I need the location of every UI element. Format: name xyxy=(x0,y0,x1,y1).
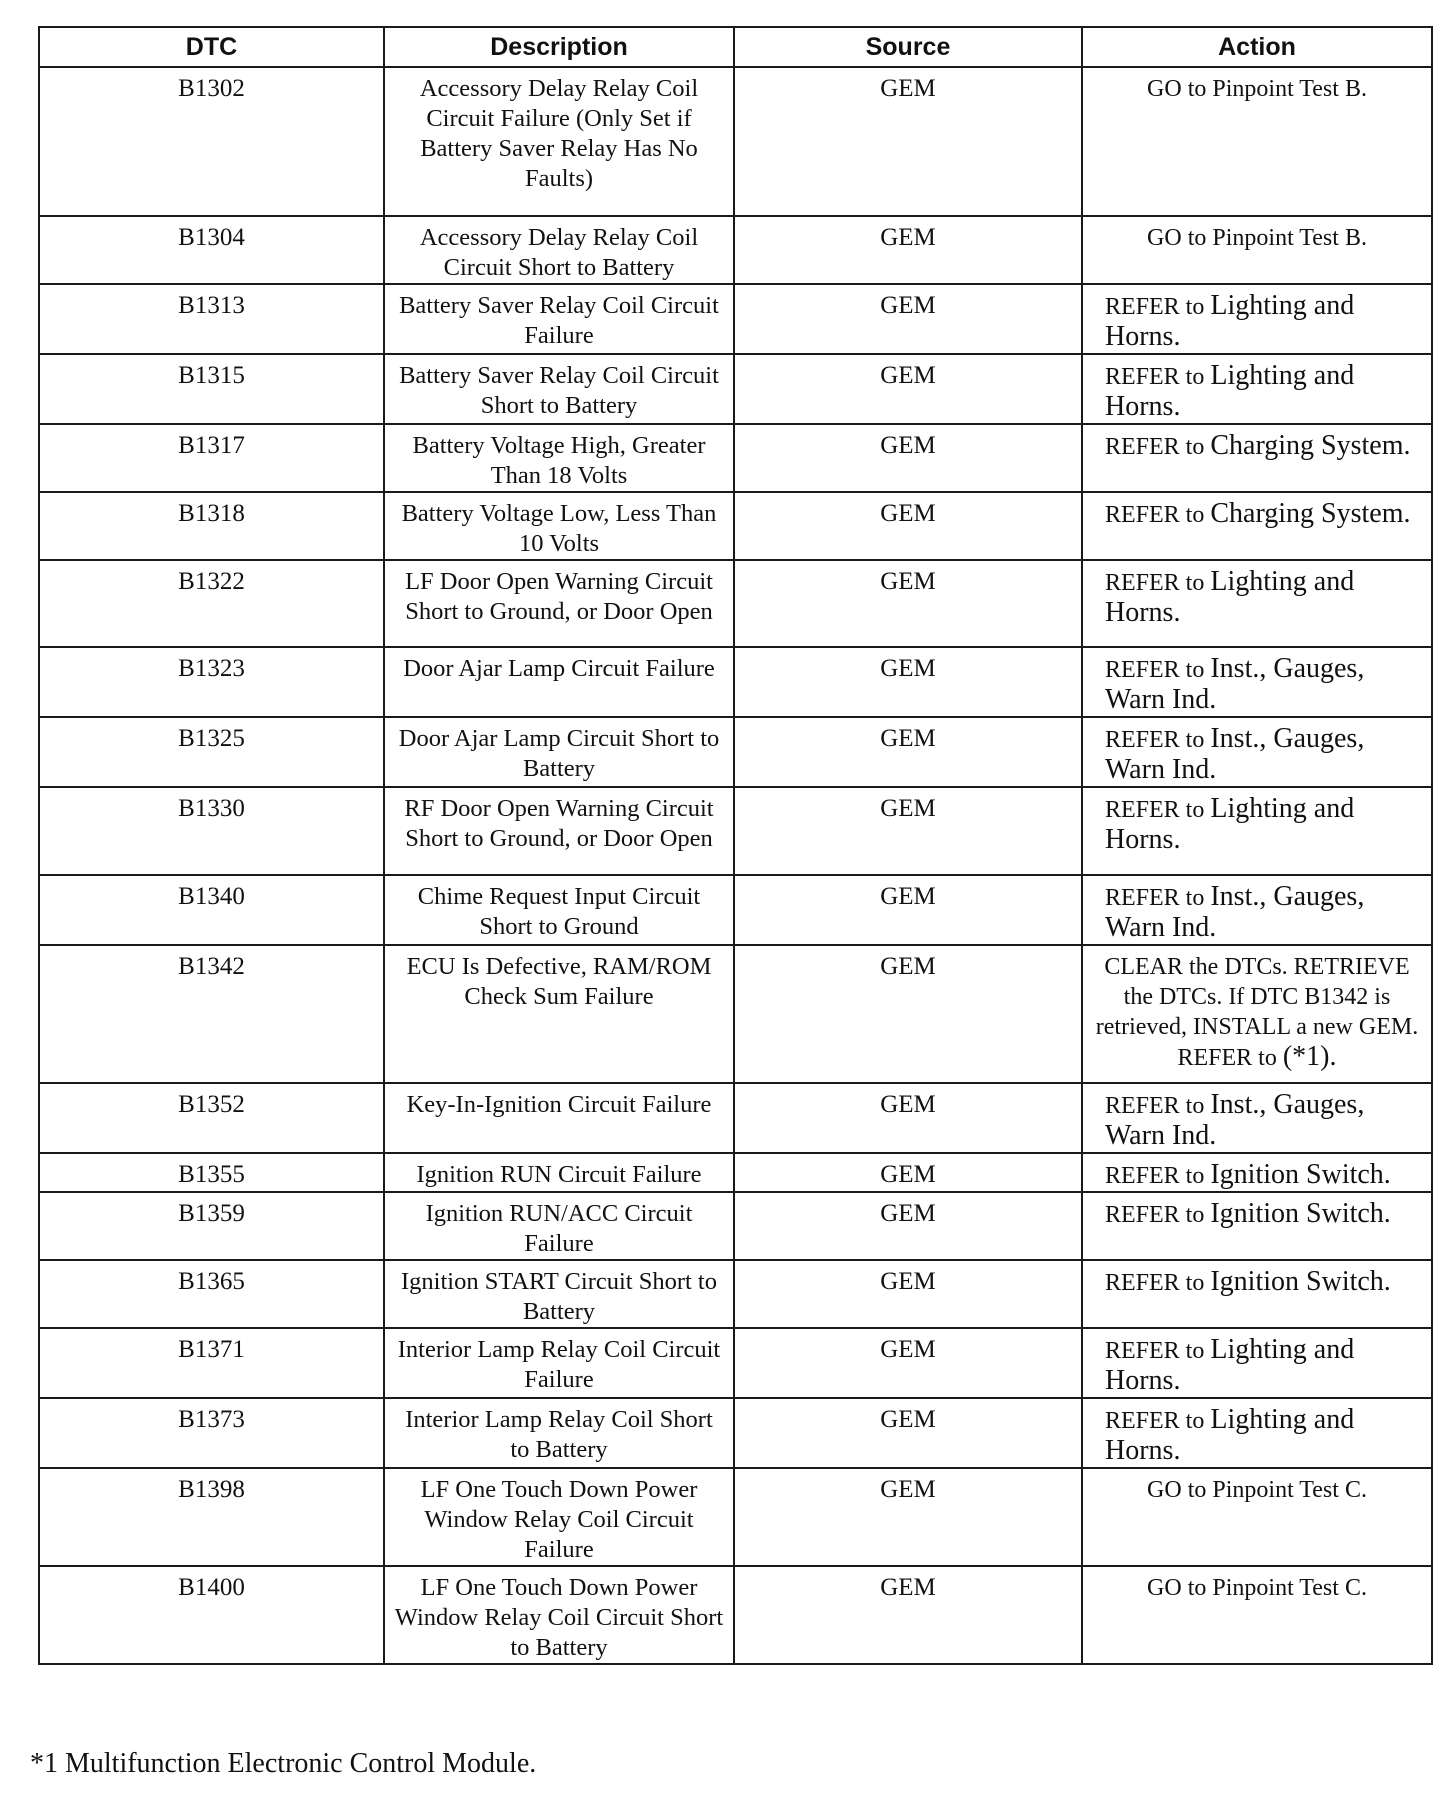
table-row xyxy=(39,1328,1432,1398)
dtc-action xyxy=(1082,1153,1432,1192)
dtc-code: B1355 xyxy=(39,1153,384,1192)
dtc-code: B1359 xyxy=(39,1192,384,1260)
dtc-code: B1373 xyxy=(39,1398,384,1468)
footnote: *1 Multifunction Electronic Control Module. xyxy=(30,1748,537,1779)
dtc-description: Battery Saver Relay Coil Circuit Failure xyxy=(384,284,734,354)
dtc-source: GEM xyxy=(734,945,1082,1083)
dtc-source: GEM xyxy=(734,875,1082,945)
action-refer-lead: REFER to xyxy=(1105,570,1205,596)
header-source: Source xyxy=(734,27,1082,67)
dtc-action xyxy=(1082,1083,1432,1153)
header-description: Description xyxy=(384,27,734,67)
dtc-action xyxy=(1082,945,1432,1083)
dtc-source: GEM xyxy=(734,787,1082,875)
dtc-code: B1304 xyxy=(39,216,384,284)
dtc-code: B1323 xyxy=(39,647,384,717)
dtc-description: RF Door Open Warning Circuit Short to Ground, or Door Open xyxy=(384,787,734,875)
action-refer-target: Lighting and Horns. xyxy=(1105,360,1355,422)
table-row xyxy=(39,492,1432,560)
dtc-code: B1313 xyxy=(39,284,384,354)
action-refer-target: Ignition Switch. xyxy=(1210,1159,1391,1190)
action-refer-target: Ignition Switch. xyxy=(1210,1198,1391,1229)
dtc-action: GO to Pinpoint Test C. xyxy=(1082,1468,1432,1566)
dtc-source: GEM xyxy=(734,284,1082,354)
dtc-action xyxy=(1082,1192,1432,1260)
dtc-action xyxy=(1082,875,1432,945)
dtc-code: B1322 xyxy=(39,560,384,647)
action-refer-target: Inst., Gauges, Warn Ind. xyxy=(1105,1089,1365,1151)
dtc-action: GO to Pinpoint Test B. xyxy=(1082,216,1432,284)
table-row xyxy=(39,647,1432,717)
action-refer-target: Inst., Gauges, Warn Ind. xyxy=(1105,881,1365,943)
action-refer-line xyxy=(1091,1042,1423,1073)
table-row xyxy=(39,216,1432,284)
action-refer-lead: REFER to xyxy=(1105,727,1205,753)
dtc-action xyxy=(1082,787,1432,875)
action-refer-lead: REFER to xyxy=(1105,657,1205,683)
table-row xyxy=(39,424,1432,492)
dtc-description: Battery Saver Relay Coil Circuit Short to Battery xyxy=(384,354,734,424)
action-refer-target: Lighting and Horns. xyxy=(1105,566,1355,628)
table-row xyxy=(39,1083,1432,1153)
dtc-action xyxy=(1082,424,1432,492)
table-row xyxy=(39,1566,1432,1664)
table-row xyxy=(39,875,1432,945)
action-refer-lead: REFER to xyxy=(1105,1338,1205,1364)
dtc-code: B1371 xyxy=(39,1328,384,1398)
table-row xyxy=(39,1398,1432,1468)
table-row xyxy=(39,945,1432,1083)
dtc-action xyxy=(1082,1398,1432,1468)
dtc-description: LF Door Open Warning Circuit Short to Ground, or Door Open xyxy=(384,560,734,647)
action-refer-target: Inst., Gauges, Warn Ind. xyxy=(1105,723,1365,785)
dtc-description: Chime Request Input Circuit Short to Ground xyxy=(384,875,734,945)
dtc-source: GEM xyxy=(734,1328,1082,1398)
action-refer-target: (*1). xyxy=(1282,1041,1337,1072)
action-refer-target: Charging System. xyxy=(1210,430,1411,461)
dtc-action: GO to Pinpoint Test B. xyxy=(1082,67,1432,216)
dtc-code: B1398 xyxy=(39,1468,384,1566)
action-refer-lead: REFER to xyxy=(1105,1163,1205,1189)
dtc-source: GEM xyxy=(734,1260,1082,1328)
action-refer-lead: REFER to xyxy=(1105,1270,1205,1296)
table-body xyxy=(39,67,1432,1664)
dtc-code: B1318 xyxy=(39,492,384,560)
dtc-code: B1352 xyxy=(39,1083,384,1153)
dtc-action xyxy=(1082,560,1432,647)
dtc-code: B1340 xyxy=(39,875,384,945)
table-row xyxy=(39,560,1432,647)
dtc-action xyxy=(1082,647,1432,717)
action-refer-lead: REFER to xyxy=(1105,1202,1205,1228)
dtc-code: B1325 xyxy=(39,717,384,787)
action-refer-target: Lighting and Horns. xyxy=(1105,1334,1355,1396)
header-dtc: DTC xyxy=(39,27,384,67)
dtc-source: GEM xyxy=(734,1566,1082,1664)
dtc-description: Ignition START Circuit Short to Battery xyxy=(384,1260,734,1328)
dtc-source: GEM xyxy=(734,67,1082,216)
dtc-source: GEM xyxy=(734,1153,1082,1192)
table-row xyxy=(39,1153,1432,1192)
dtc-description: Interior Lamp Relay Coil Circuit Failure xyxy=(384,1328,734,1398)
action-refer-target: Ignition Switch. xyxy=(1210,1266,1391,1297)
dtc-description: Door Ajar Lamp Circuit Short to Battery xyxy=(384,717,734,787)
dtc-source: GEM xyxy=(734,1468,1082,1566)
dtc-code: B1342 xyxy=(39,945,384,1083)
dtc-source: GEM xyxy=(734,354,1082,424)
table-header-row xyxy=(39,27,1432,67)
action-refer-target: Lighting and Horns. xyxy=(1105,290,1355,352)
dtc-source: GEM xyxy=(734,647,1082,717)
action-refer-target: Inst., Gauges, Warn Ind. xyxy=(1105,653,1365,715)
dtc-source: GEM xyxy=(734,216,1082,284)
action-refer-target: Lighting and Horns. xyxy=(1105,793,1355,855)
dtc-code: B1400 xyxy=(39,1566,384,1664)
dtc-description: Interior Lamp Relay Coil Short to Battery xyxy=(384,1398,734,1468)
dtc-description: LF One Touch Down Power Window Relay Coil Circuit Short to Battery xyxy=(384,1566,734,1664)
dtc-action xyxy=(1082,492,1432,560)
dtc-table xyxy=(38,26,1433,1665)
dtc-code: B1302 xyxy=(39,67,384,216)
dtc-description: Battery Voltage High, Greater Than 18 Volts xyxy=(384,424,734,492)
dtc-description: Door Ajar Lamp Circuit Failure xyxy=(384,647,734,717)
action-refer-target: Charging System. xyxy=(1210,498,1411,529)
dtc-description: Ignition RUN Circuit Failure xyxy=(384,1153,734,1192)
dtc-action xyxy=(1082,1328,1432,1398)
dtc-description: Key-In-Ignition Circuit Failure xyxy=(384,1083,734,1153)
action-refer-lead: REFER to xyxy=(1105,797,1205,823)
action-refer-target: Lighting and Horns. xyxy=(1105,1404,1355,1466)
dtc-source: GEM xyxy=(734,1192,1082,1260)
dtc-description: ECU Is Defective, RAM/ROM Check Sum Failure xyxy=(384,945,734,1083)
dtc-code: B1317 xyxy=(39,424,384,492)
dtc-code: B1315 xyxy=(39,354,384,424)
table-row xyxy=(39,67,1432,216)
action-refer-lead: REFER to xyxy=(1105,502,1205,528)
header-action: Action xyxy=(1082,27,1432,67)
table-row xyxy=(39,354,1432,424)
action-refer-lead: REFER to xyxy=(1105,294,1205,320)
dtc-source: GEM xyxy=(734,1083,1082,1153)
dtc-description: Accessory Delay Relay Coil Circuit Failure (Only Set if Battery Saver Relay Has No Faults) xyxy=(384,67,734,216)
dtc-action xyxy=(1082,354,1432,424)
table-row xyxy=(39,787,1432,875)
dtc-description: LF One Touch Down Power Window Relay Coil Circuit Failure xyxy=(384,1468,734,1566)
dtc-code: B1330 xyxy=(39,787,384,875)
action-refer-lead: REFER to xyxy=(1105,1093,1205,1119)
dtc-source: GEM xyxy=(734,492,1082,560)
dtc-source: GEM xyxy=(734,560,1082,647)
action-refer-lead: REFER to xyxy=(1177,1045,1277,1071)
action-refer-lead: REFER to xyxy=(1105,434,1205,460)
action-refer-lead: REFER to xyxy=(1105,364,1205,390)
dtc-action xyxy=(1082,1260,1432,1328)
dtc-source: GEM xyxy=(734,717,1082,787)
action-refer-lead: REFER to xyxy=(1105,1408,1205,1434)
dtc-description: Battery Voltage Low, Less Than 10 Volts xyxy=(384,492,734,560)
dtc-description: Ignition RUN/ACC Circuit Failure xyxy=(384,1192,734,1260)
dtc-description: Accessory Delay Relay Coil Circuit Short to Battery xyxy=(384,216,734,284)
table-row xyxy=(39,1192,1432,1260)
action-instructions: CLEAR the DTCs. RETRIEVE the DTCs. If DTC B1342 is retrieved, INSTALL a new GEM. xyxy=(1095,954,1419,1040)
table-row xyxy=(39,717,1432,787)
dtc-source: GEM xyxy=(734,424,1082,492)
dtc-action xyxy=(1082,284,1432,354)
table-row xyxy=(39,284,1432,354)
dtc-action xyxy=(1082,717,1432,787)
dtc-action: GO to Pinpoint Test C. xyxy=(1082,1566,1432,1664)
action-refer-lead: REFER to xyxy=(1105,885,1205,911)
table-row xyxy=(39,1260,1432,1328)
dtc-code: B1365 xyxy=(39,1260,384,1328)
dtc-source: GEM xyxy=(734,1398,1082,1468)
table-row xyxy=(39,1468,1432,1566)
